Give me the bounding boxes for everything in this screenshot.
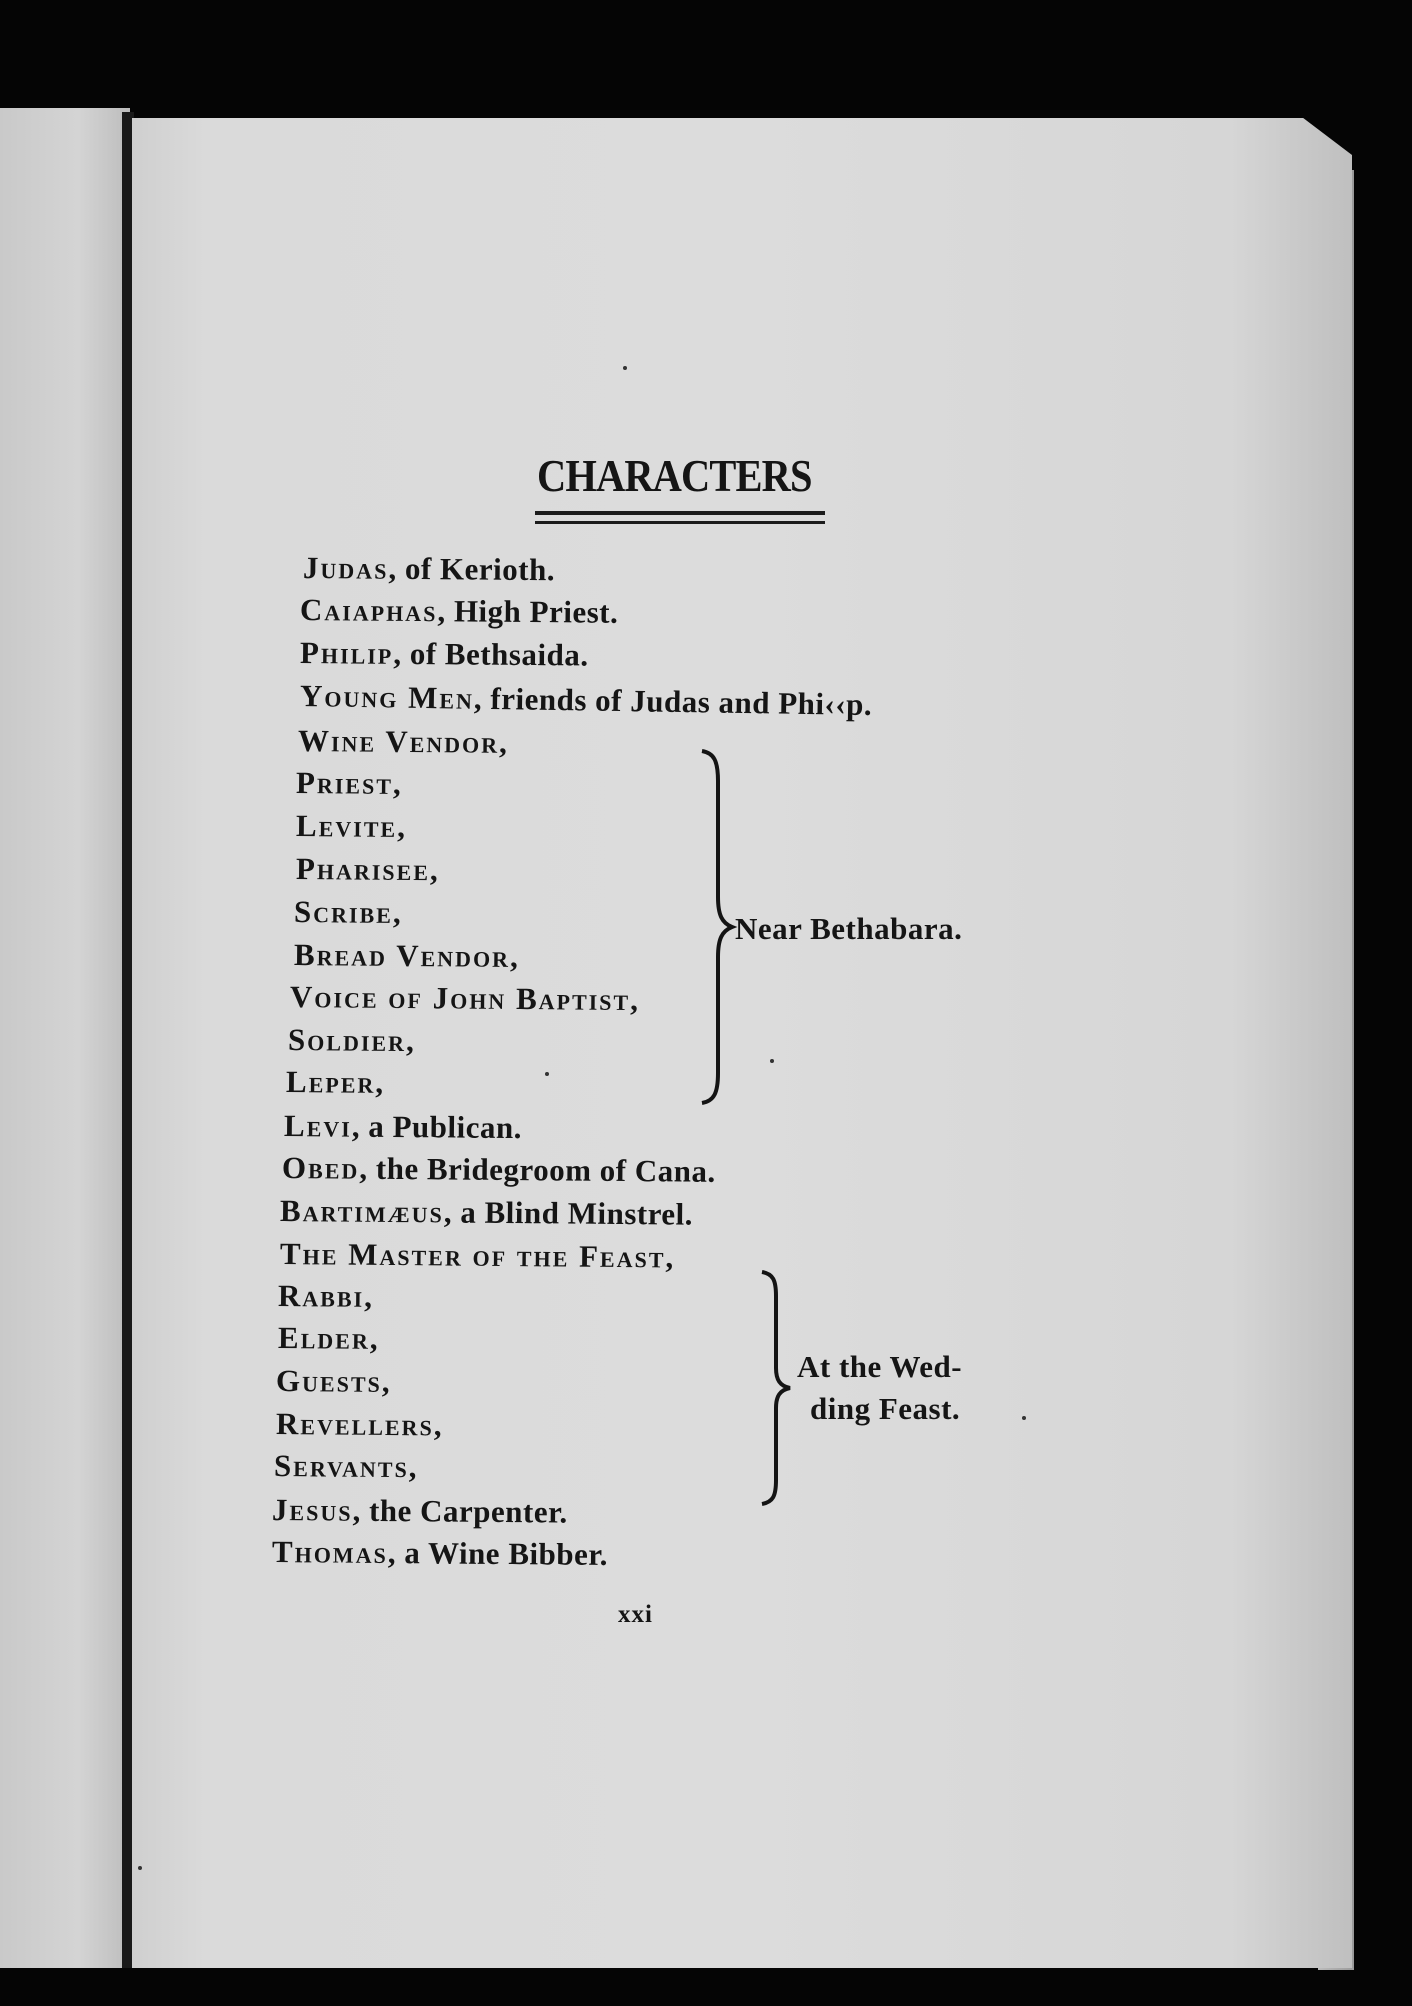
character-description: , (408, 1449, 418, 1485)
character-entry (278, 1318, 378, 1359)
character-entry (300, 590, 619, 633)
character-description: , a Publican. (351, 1108, 523, 1146)
character-description: , friends of Judas and Phi‹‹p. (473, 680, 873, 722)
character-name: Jesus (271, 1492, 353, 1528)
character-name: Levi (283, 1108, 352, 1144)
character-entry (296, 763, 402, 804)
character-entry (272, 1532, 608, 1575)
character-entry (296, 806, 406, 847)
character-name: Bread Vendor (293, 937, 511, 974)
character-entry (276, 1361, 390, 1402)
character-name: Rabbi (277, 1278, 365, 1314)
character-entry (282, 1148, 716, 1192)
character-description: , a Blind Minstrel. (443, 1194, 694, 1232)
character-entry (284, 1106, 522, 1148)
character-name: Guests (275, 1363, 382, 1399)
character-entry (278, 1276, 373, 1317)
character-entry (300, 633, 589, 676)
character-entry (274, 1446, 417, 1487)
character-description: , (381, 1363, 391, 1399)
brace-wedding-feast (756, 1268, 796, 1508)
character-name: Pharisee (295, 851, 431, 888)
character-description: , of Kerioth. (388, 550, 556, 588)
character-entry (288, 1020, 415, 1061)
character-description: , (509, 938, 519, 974)
character-description: , (429, 852, 439, 888)
character-entry (276, 1404, 442, 1445)
character-entry (286, 1062, 384, 1103)
character-name: Leper (285, 1064, 376, 1100)
character-entry (298, 721, 508, 763)
character-entry (290, 977, 639, 1020)
scan-speck (1022, 1416, 1026, 1420)
character-name: Obed (281, 1150, 360, 1186)
character-description: , High Priest. (437, 593, 619, 630)
character-description: , the Carpenter. (352, 1492, 568, 1530)
character-entry (303, 548, 555, 590)
facing-page-edge (0, 108, 130, 1968)
scan-speck (545, 1072, 549, 1076)
group-label-line: ding Feast. (810, 1391, 961, 1426)
character-name: Caiaphas (299, 592, 438, 629)
scan-speck (770, 1059, 774, 1063)
character-name: The Master of the Feast (279, 1236, 666, 1275)
character-description: , (630, 981, 639, 1018)
character-name: Bartimæus (279, 1193, 444, 1230)
character-description: , (665, 1239, 674, 1275)
brace-near-bethabara (696, 747, 736, 1107)
character-name: Soldier (287, 1022, 407, 1059)
scan-speck (623, 366, 627, 370)
scan-speck (138, 1866, 142, 1870)
character-name: Young Men (299, 678, 475, 716)
character-name: Revellers (275, 1406, 434, 1443)
character-description: , a Wine Bibber. (387, 1535, 609, 1572)
character-entry (294, 935, 519, 977)
character-name: Servants (273, 1448, 409, 1485)
character-entry (296, 849, 439, 890)
character-description: , (375, 1064, 384, 1100)
character-entry (272, 1490, 568, 1533)
character-description: , (499, 724, 508, 760)
character-name: Scribe (293, 894, 394, 930)
character-description: , the Bridegroom of Cana. (359, 1150, 716, 1189)
character-description: , (397, 808, 406, 844)
character-name: Thomas (271, 1534, 388, 1571)
character-name: Voice of John Baptist (289, 979, 631, 1017)
character-entry (280, 1191, 693, 1235)
character-description: , (405, 1023, 415, 1059)
character-entry (294, 892, 402, 933)
character-description: , (433, 1407, 443, 1443)
page-number: xxi (618, 1601, 653, 1628)
page-heading: CHARACTERS (537, 450, 812, 501)
character-description: , of Bethsaida. (393, 635, 589, 673)
character-description: , (369, 1320, 379, 1356)
group-label-wedding-feast (797, 1346, 962, 1430)
character-name: Judas (302, 550, 389, 586)
character-entry (280, 1234, 674, 1277)
group-label-near-bethabara: Near Bethabara. (735, 911, 963, 946)
character-description: , (392, 765, 402, 801)
character-name: Philip (299, 635, 394, 671)
character-name: Wine Vendor (297, 723, 500, 760)
character-name: Priest (295, 765, 394, 801)
character-description: , (392, 894, 402, 930)
group-label-line: At the Wed- (797, 1349, 963, 1384)
character-name: Elder (277, 1320, 370, 1356)
heading-rule-bottom (535, 521, 825, 524)
character-description: , (364, 1278, 373, 1314)
heading-rule-top (535, 511, 825, 515)
character-name: Levite (295, 808, 398, 844)
